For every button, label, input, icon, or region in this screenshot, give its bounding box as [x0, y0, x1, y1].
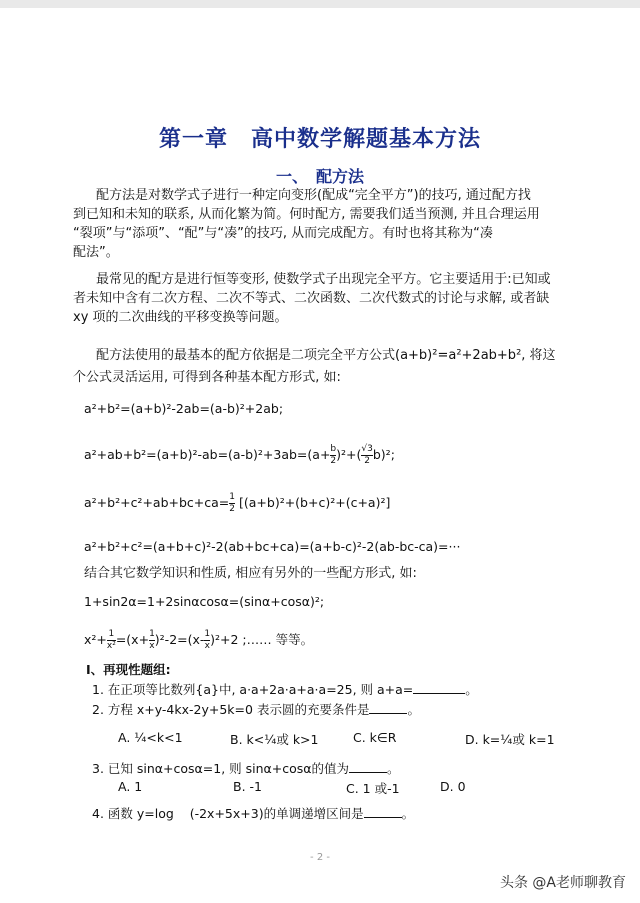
usage-line: 者未知中含有二次方程、二次不等式、二次函数、二次代数式的讨论与求解, 或者缺 [73, 291, 550, 306]
frac-denominator: 2 [364, 456, 370, 466]
practice-heading: Ⅰ、再现性题组: [86, 662, 171, 677]
answer-blank [369, 702, 407, 714]
intro-line: 到已知和未知的联系, 从而化繁为简。何时配方, 需要我们适当预测, 并且合理运用 [73, 207, 540, 222]
frac-numerator: 1 [204, 629, 211, 639]
usage-line: xy 项的二次曲线的平移变换等问题。 [73, 310, 288, 325]
frac-denominator: x [204, 641, 210, 651]
question-1 [92, 680, 478, 698]
formula-2-right: b)²; [372, 447, 395, 462]
frac-numerator: 1 [229, 492, 236, 502]
q3-option-b: B. -1 [233, 779, 262, 794]
formula-3-left: a²+b²+c²+ab+bc+ca= [84, 495, 230, 510]
top-rule [0, 0, 640, 8]
formula-6-mid-1: =(x+ [115, 632, 150, 647]
question-2-end: 。 [407, 702, 420, 717]
formula-6-frac-1 [107, 630, 116, 651]
basis-line: 个公式灵活运用, 可得到各种基本配方形式, 如: [73, 370, 341, 385]
q2-option-a: A. ¼<k<1 [118, 730, 183, 745]
page-number: - 2 - [310, 852, 330, 863]
question-3 [92, 759, 400, 777]
formula-2-mid: )²+( [336, 447, 362, 462]
chapter-title: 第一章 高中数学解题基本方法 [158, 126, 481, 152]
question-1-end: 。 [465, 682, 478, 697]
formula-6-left: x²+ [84, 632, 107, 647]
answer-blank [349, 761, 387, 773]
formula-6 [84, 630, 313, 651]
question-4-end: 。 [401, 806, 415, 821]
frac-numerator: 1 [149, 629, 155, 639]
frac-numerator: b [330, 444, 337, 454]
formula-2-left: a²+ab+b²=(a+b)²-ab=(a-b)²+3ab=(a+ [84, 447, 331, 462]
formula-6-mid-2: )²-2=(x- [154, 632, 205, 647]
combine-line: 结合其它数学知识和性质, 相应有另外的一些配方形式, 如: [84, 566, 417, 581]
question-2 [92, 700, 420, 718]
answer-blank [364, 806, 402, 818]
question-2-text: 2. 方程 x+y-4kx-2y+5k=0 表示圆的充要条件是 [92, 702, 370, 717]
frac-denominator: 2 [229, 504, 236, 514]
frac-numerator: 1 [108, 629, 115, 639]
frac-denominator: x² [106, 641, 116, 651]
q3-option-c: C. 1 或-1 [346, 781, 400, 796]
q2-option-c: C. k∈R [353, 730, 397, 745]
formula-1: a²+b²=(a+b)²-2ab=(a-b)²+2ab; [84, 401, 284, 416]
question-4 [92, 804, 414, 822]
formula-3 [84, 493, 390, 514]
q2-option-b: B. k<¼或 k>1 [230, 732, 319, 747]
formula-2 [84, 445, 395, 466]
q2-option-d: D. k=¼或 k=1 [465, 732, 555, 747]
question-4-text-b: (-2x+5x+3)的单调递增区间是 [189, 806, 364, 821]
intro-line: 配法”。 [73, 245, 119, 260]
q3-option-d: D. 0 [440, 779, 466, 794]
formula-4: a²+b²+c²=(a+b+c)²-2(ab+bc+ca)=(a+b-c)²-2(ab-bc-ca)=··· [84, 539, 461, 554]
intro-line: 配方法是对数学式子进行一种定向变形(配成“完全平方”)的技巧, 通过配方找 [96, 188, 531, 203]
answer-blank [413, 682, 465, 694]
formula-5: 1+sin2α=1+2sinαcosα=(sinα+cosα)²; [84, 594, 325, 609]
frac-numerator: √3 [361, 444, 373, 454]
formula-2-sqrt-frac [361, 445, 372, 466]
question-3-text: 3. 已知 sinα+cosα=1, 则 sinα+cosα的值为 [92, 761, 350, 776]
q3-option-a: A. 1 [118, 779, 143, 794]
frac-denominator: x [149, 641, 155, 651]
question-4-text-a: 4. 函数 y=log [92, 806, 174, 821]
basis-line: 配方法使用的最基本的配方依据是二项完全平方公式(a+b)²=a²+2ab+b², 将这 [96, 348, 556, 363]
question-1-text: 1. 在正项等比数列{a}中, a·a+2a·a+a·a=25, 则 a+a= [92, 682, 414, 697]
watermark: 头条 @A老师聊教育 [499, 875, 626, 891]
formula-3-frac [229, 493, 235, 514]
frac-denominator: 2 [330, 456, 337, 466]
intro-line: “裂项”与“添项”、“配”与“凑”的技巧, 从而完成配方。有时也将其称为“凑 [73, 226, 493, 241]
section-title: 一、 配方法 [275, 167, 364, 186]
formula-6-right: )²+2 ;…… 等等。 [210, 632, 314, 647]
question-3-end: 。 [387, 761, 400, 776]
formula-3-right: [(a+b)²+(b+c)²+(c+a)²] [239, 495, 391, 510]
usage-line: 最常见的配方是进行恒等变形, 使数学式子出现完全平方。它主要适用于:已知或 [96, 272, 551, 287]
